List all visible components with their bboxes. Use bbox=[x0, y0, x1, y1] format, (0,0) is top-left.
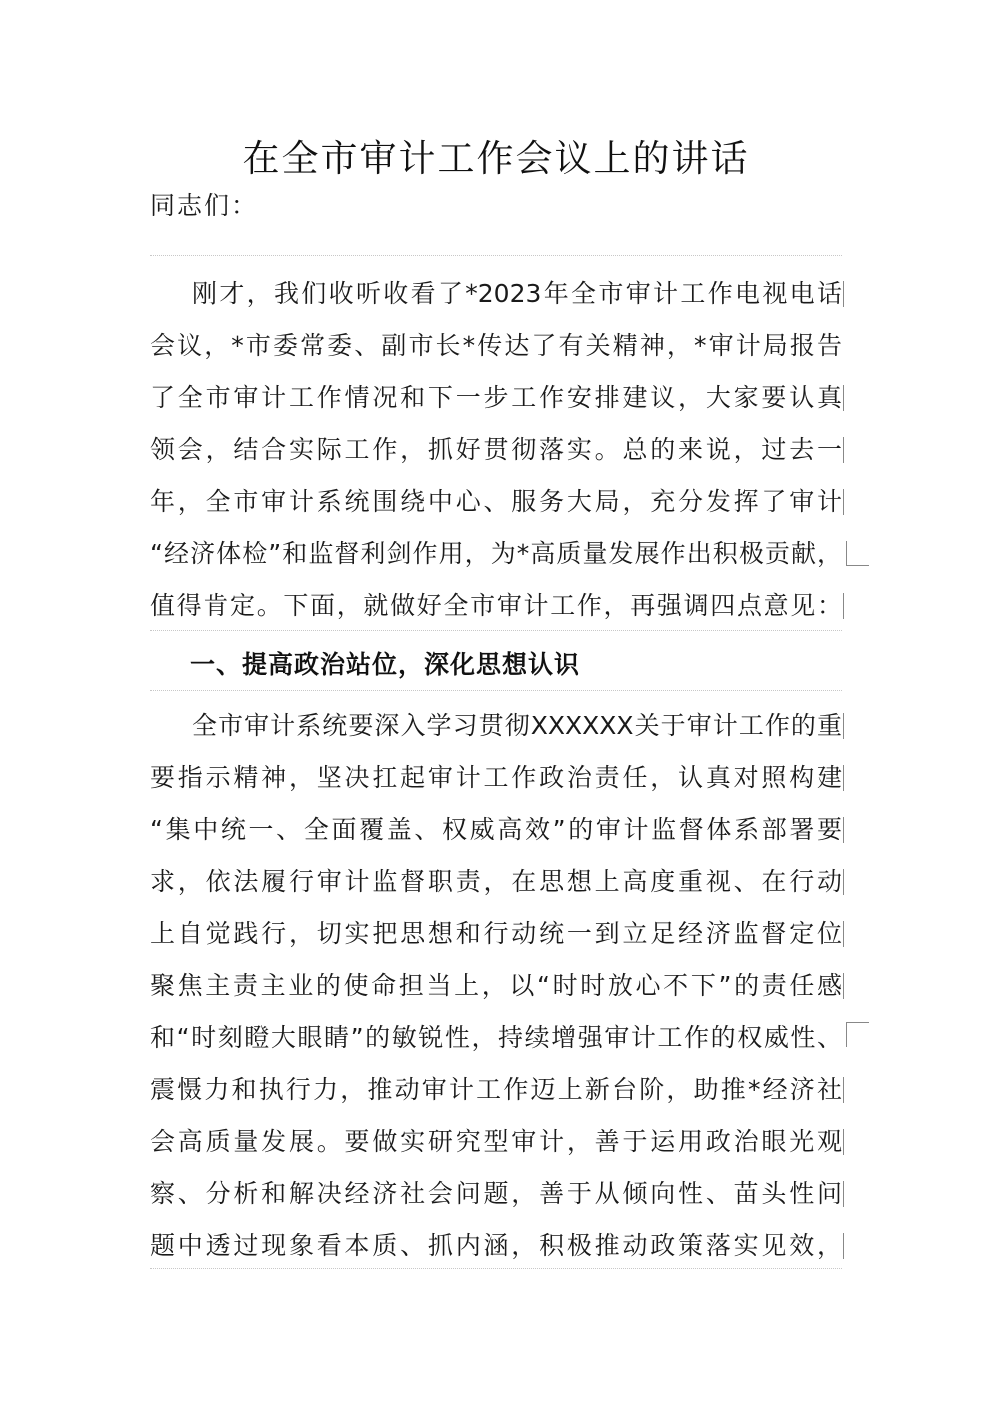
line-end-marker bbox=[843, 1233, 844, 1259]
paragraph-line: “集中统一、全面覆盖、权威高效”的审计监督体系部署要 bbox=[150, 815, 842, 844]
divider bbox=[150, 255, 842, 256]
line-end-marker bbox=[843, 973, 844, 999]
paragraph-line: 领会，结合实际工作，抓好贯彻落实。总的来说，过去一 bbox=[150, 435, 842, 464]
line-end-marker bbox=[843, 765, 844, 791]
paragraph-line: 和“时刻瞪大眼睛”的敏锐性，持续增强审计工作的权威性、 bbox=[150, 1023, 842, 1052]
line-end-marker bbox=[843, 437, 844, 463]
paragraph-line: 上自觉践行，切实把思想和行动统一到立足经济监督定位 bbox=[150, 919, 842, 948]
paragraph-line: 值得肯定。下面，就做好全市审计工作，再强调四点意见： bbox=[150, 591, 842, 620]
paragraph-line: 会议，*市委常委、副市长*传达了有关精神，*审计局报告 bbox=[150, 331, 842, 360]
divider bbox=[150, 1268, 842, 1269]
paragraph-line: “经济体检”和监督利剑作用，为*高质量发展作出积极贡献， bbox=[150, 539, 842, 568]
line-end-marker bbox=[843, 817, 844, 843]
paragraph-line: 会高质量发展。要做实研究型审计，善于运用政治眼光观 bbox=[150, 1127, 842, 1156]
document-title: 在全市审计工作会议上的讲话 bbox=[242, 137, 750, 180]
line-end-marker bbox=[843, 713, 844, 739]
divider bbox=[150, 690, 842, 691]
line-end-marker bbox=[843, 385, 844, 411]
paragraph-line: 刚才，我们收听收看了*2023年全市审计工作电视电话 bbox=[192, 279, 842, 308]
line-end-marker bbox=[846, 1022, 869, 1047]
line-end-marker bbox=[843, 281, 844, 307]
paragraph-line: 察、分析和解决经济社会问题，善于从倾向性、苗头性问 bbox=[150, 1179, 842, 1208]
divider bbox=[150, 630, 842, 631]
paragraph-line: 全市审计系统要深入学习贯彻XXXXXX关于审计工作的重 bbox=[192, 711, 842, 740]
line-end-marker bbox=[843, 869, 844, 895]
greeting: 同志们： bbox=[150, 191, 259, 220]
paragraph-line: 求，依法履行审计监督职责，在思想上高度重视、在行动 bbox=[150, 867, 842, 896]
paragraph-line: 震慑力和执行力，推动审计工作迈上新台阶，助推*经济社 bbox=[150, 1075, 842, 1104]
paragraph-line: 了全市审计工作情况和下一步工作安排建议，大家要认真 bbox=[150, 383, 842, 412]
section-heading: 一、提高政治站位，深化思想认识 bbox=[190, 650, 581, 679]
line-end-marker bbox=[843, 1181, 844, 1207]
line-end-marker bbox=[843, 593, 844, 619]
line-end-marker bbox=[843, 1129, 844, 1155]
paragraph-line: 年，全市审计系统围绕中心、服务大局，充分发挥了审计 bbox=[150, 487, 842, 516]
line-end-marker bbox=[843, 489, 844, 515]
paragraph-line: 聚焦主责主业的使命担当上，以“时时放心不下”的责任感 bbox=[150, 971, 842, 1000]
paragraph-line: 题中透过现象看本质、抓内涵，积极推动政策落实见效， bbox=[150, 1231, 842, 1260]
line-end-marker bbox=[843, 921, 844, 947]
paragraph-line: 要指示精神，坚决扛起审计工作政治责任，认真对照构建 bbox=[150, 763, 842, 792]
line-end-marker bbox=[846, 541, 869, 566]
line-end-marker bbox=[843, 1077, 844, 1103]
